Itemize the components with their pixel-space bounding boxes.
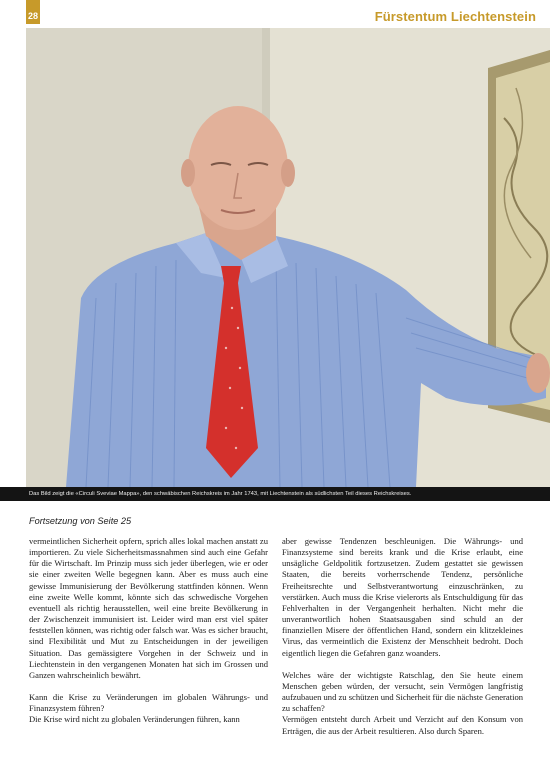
section-title: Fürstentum Liechtenstein — [374, 9, 536, 24]
portrait-illustration — [26, 28, 550, 487]
article-column-right — [282, 536, 523, 737]
photo-caption: Das Bild zeigt die «Circuli Sveviae Mappa», den schwäbischen Reichskreis im Jahr 1743, mit Liechtenstein als südlichsten Teil dieses Reichskreises. — [0, 487, 550, 501]
paragraph: Die Krise wird nicht zu globalen Veränderungen führen, kann — [29, 714, 240, 725]
interview-question: Welches wäre der wichtigste Ratschlag, den Sie heute einem Menschen geben würden, der versucht, sein Vermögen langfristig aufzubauen und zu schützen und Sicherheit für die nächste Generation zu schaffen? — [282, 669, 523, 714]
page-number-badge — [26, 0, 40, 24]
portrait-photo — [26, 28, 550, 487]
page-number: 28 — [27, 11, 38, 21]
continued-note: Fortsetzung von Seite 25 — [29, 516, 132, 526]
paragraph: Vermögen entsteht durch Arbeit und Verzicht auf den Konsum von Erträgen, die aus der Arbeit resultieren. Also durch Sparen. — [282, 714, 523, 736]
paragraph: vermeintlichen Sicherheit opfern, sprich alles lokal machen anstatt zu importieren. Zu viele Sicherheitsmassnahmen sind auch eine Gefahr für die Wirtschaft. Im Prinzip muss sich jeder überlegen, wie er oder sie einer zweiten Welle begegnen kann. Aber es muss auch eine gewisse Immunisierung der Bevölkerung stattfinden können. Wenn eine zweite Welle kommt, könnte sich das schwedische Vorgehen eventuell als richtig herausstellen, weil eine breite Bevölkerung in der Zwischenzeit immunisiert ist. Leider wird man erst viel später feststellen können, was richtig oder falsch war. Was es sicher braucht, sind Flexibilität und Mut zu Entscheidungen in der jeweiligen Situation. Das gemässigtere Vorgehen in der Schweiz und in Liechtenstein in den vergangenen Monaten hat sich im Grossen und Ganzen wahrscheinlich bewährt. — [29, 536, 268, 680]
interview-question: Kann die Krise zu Veränderungen im globalen Währungs- und Finanzsystem führen? — [29, 692, 268, 714]
article-column-left — [29, 536, 268, 726]
paragraph: aber gewisse Tendenzen beschleunigen. Die Währungs- und Finanzsysteme sind bereits krank und die Krise erlaubt, eine unsägliche Geldpolitik fortzusetzen. Zudem gestattet sie gewissen Staaten, die bereits vorherrschende Tendenz, persönliche Freiheitsrechte und Selbstverantwortung einzuschränken, zu verstärken. Auch muss die Krise vielerorts als Entschuldigung für das Fehlverhalten in der Vergangenheit herhalten. Nicht mehr die unverantwortlich hohen Staatsausgaben sind schuld an der finanziellen Misere der öffentlichen Hand, sondern ein klitzekleines Virus, das vermeintlich die Existenz der Menschheit bedroht. Doch eigentlich liegen die Gefahren ganz woanders. — [282, 536, 523, 658]
